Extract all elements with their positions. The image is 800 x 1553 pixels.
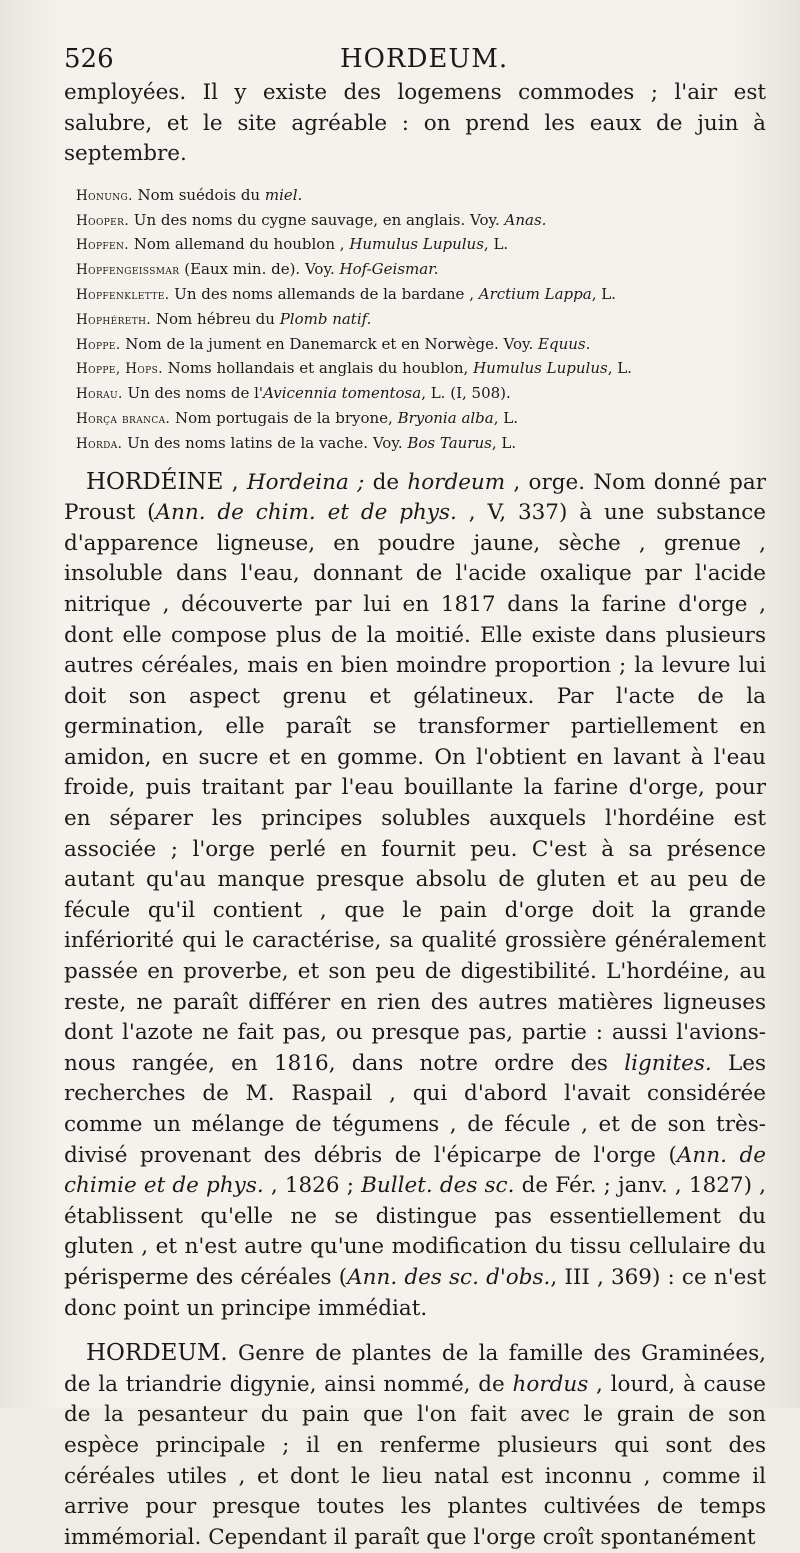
article-italic: Ann. des sc. d'obs.: [347, 1264, 551, 1290]
article-text: Les recherches de M. Raspail , qui d'abord l'avait considérée comme un mélange de tégumens , de fécule , et de son très-divisé provenant des débris de l'épicarpe de l'orge (: [64, 1050, 766, 1168]
article-italic: Hordeina ;: [246, 469, 365, 495]
entry-text: , L.: [493, 408, 518, 427]
entry-text: Nom portugais de la bryone,: [170, 408, 398, 427]
entry-text: , L. (I, 508).: [421, 384, 511, 403]
article-italic: Ann. de chimie et de phys.: [64, 1142, 766, 1199]
hordeine-headword: HORDÉINE: [86, 468, 224, 495]
article-text: , III , 369) : ce n'est donc point un principe immédiat.: [64, 1264, 766, 1321]
article-text: , orge. Nom donné par Proust (: [64, 469, 766, 526]
entry-text: Un des noms de l': [122, 384, 264, 403]
glossary-entry: [76, 184, 766, 209]
glossary-entry: [76, 382, 766, 407]
glossary-entry: [76, 308, 766, 333]
entry-text: , L.: [483, 235, 509, 254]
entry-headword: Honung.: [76, 187, 133, 204]
glossary-entry: [76, 432, 766, 457]
running-head: HORDEUM.: [340, 44, 509, 74]
glossary-entry: [76, 333, 766, 358]
entry-headword: Hophéreth.: [76, 311, 152, 328]
entry-text: , L.: [591, 284, 616, 303]
entry-italic: Arctium Lappa: [478, 284, 592, 303]
article-text: Genre de plantes de la famille des Graminées, de la triandrie digynie, ainsi nommé, de: [64, 1341, 766, 1397]
article-text: , V, 337) à une substance d'apparence ligneuse, en poudre jaune, sèche , grenue , insoluble dans l'eau, donnant de l'acide oxalique par l'acide nitrique , découverte par lui en 1817 dans la farine d'orge , dont elle compose plus de la moitié. Elle existe dans plusieurs autres céréales, mais en bien moindre proportion ; la levure lui doit son aspect grenu et gélatineux. Par l'acte de la germination, elle paraît se transformer partiellement en amidon, en sucre et en gomme. On l'obtient en lavant à l'eau froide, puis traitant par l'eau bouillante la farine d'orge, pour en séparer les principes solubles auxquels l'hordéine est associée ; l'orge perlé en fournit peu. C'est à sa présence autant qu'au manque presque absolu de gluten et au peu de fécule qu'il contient , que le pain d'orge doit la grande infériorité qui le caractérise, sa qualité grossière généralement passée en proverbe, et son peu de digestibilité. L'hordéine, au reste, ne paraît différer en rien des autres matières ligneuses dont l'azote ne fait pas, ou presque pas, partie : aussi l'avions-nous rangée, en 1816, dans notre ordre des: [64, 500, 766, 1076]
article-italic: lignites.: [624, 1050, 712, 1076]
entry-text: Un des noms latins de la vache. Voy.: [122, 433, 408, 452]
entry-text: Nom hébreu du: [151, 309, 280, 328]
glossary-entry: [76, 283, 766, 308]
entry-text: Un des noms du cygne sauvage, en anglais. Voy.: [129, 210, 505, 229]
entry-text: , L.: [607, 359, 632, 378]
entry-italic: Hof-Geismar.: [339, 260, 439, 279]
entry-text: Noms hollandais et anglais du houblon,: [162, 359, 474, 378]
intro-text: employées. Il y existe des logemens commodes ; l'air est salubre, et le site agréable : on prend les eaux de juin à septembre.: [64, 80, 766, 167]
entry-text: Nom de la jument en Danemarck et en Norwège. Voy.: [120, 334, 539, 353]
entry-text: Un des noms allemands de la bardane ,: [169, 284, 479, 303]
entry-italic: Equus.: [538, 334, 591, 353]
glossary-entry: [76, 407, 766, 432]
entry-italic: miel.: [264, 185, 303, 204]
hordeum-headword: HORDEUM.: [86, 1340, 228, 1367]
entry-italic: Avicennia tomentosa: [263, 384, 422, 403]
entry-italic: Plomb natif.: [279, 309, 372, 328]
entry-headword: Hopfen.: [76, 237, 129, 254]
hordeum-article: [64, 1338, 766, 1553]
entry-headword: Hopfenklette.: [76, 286, 170, 303]
entry-headword: Hooper.: [76, 212, 130, 229]
entry-text: Nom allemand du houblon ,: [129, 235, 350, 254]
article-text: , lourd, à cause de la pesanteur du pain que l'on fait avec le grain de son espèce principale ; il en renferme plusieurs qui sont des céréales utiles , et dont le lieu natal est inconnu , comme il arrive pour presque toutes les plantes cultivées de temps immémorial. Cependant il paraît que l'orge croît spontanément: [64, 1371, 766, 1550]
entry-headword: Hopfengeissmar: [76, 262, 180, 279]
entry-headword: Horau.: [76, 386, 123, 403]
entry-headword: Hoppe, Hops.: [76, 361, 163, 378]
intro-paragraph: [64, 78, 766, 170]
article-italic: hordus: [512, 1371, 589, 1397]
article-italic: hordeum: [407, 469, 506, 495]
article-text: ,: [223, 469, 247, 495]
entry-italic: Bryonia alba: [397, 408, 494, 427]
entry-text: Nom suédois du: [132, 185, 265, 204]
entry-headword: Horda.: [76, 435, 123, 452]
entry-italic: Bos Taurus: [407, 433, 492, 452]
glossary-entry: [76, 258, 766, 283]
entry-text: (Eaux min. de). Voy.: [179, 260, 340, 279]
glossary-entry: [76, 233, 766, 258]
glossary-entries: [76, 184, 766, 457]
article-text: de Fér. ; janv. , 1827) , établissent qu'elle ne se distingue pas essentiellement du gluten , et n'est autre qu'une modification du tissu cellulaire du périsperme des céréales (: [64, 1173, 766, 1290]
glossary-entry: [76, 209, 766, 234]
entry-headword: Horça branca.: [76, 410, 171, 427]
entry-text: , L.: [491, 433, 517, 452]
article-italic: Bullet. des sc.: [361, 1173, 515, 1199]
article-text: de: [364, 469, 408, 495]
entry-italic: Anas.: [504, 210, 547, 229]
article-italic: Ann. de chim. et de phys.: [155, 500, 457, 526]
entry-headword: Hoppe.: [76, 336, 121, 353]
page-number: 526: [64, 44, 114, 74]
entry-italic: Humulus Lupulus: [473, 359, 608, 378]
entry-italic: Humulus Lupulus: [349, 235, 484, 254]
glossary-entry: [76, 357, 766, 382]
hordeine-article: [64, 467, 766, 1325]
article-text: , 1826 ;: [263, 1173, 362, 1199]
